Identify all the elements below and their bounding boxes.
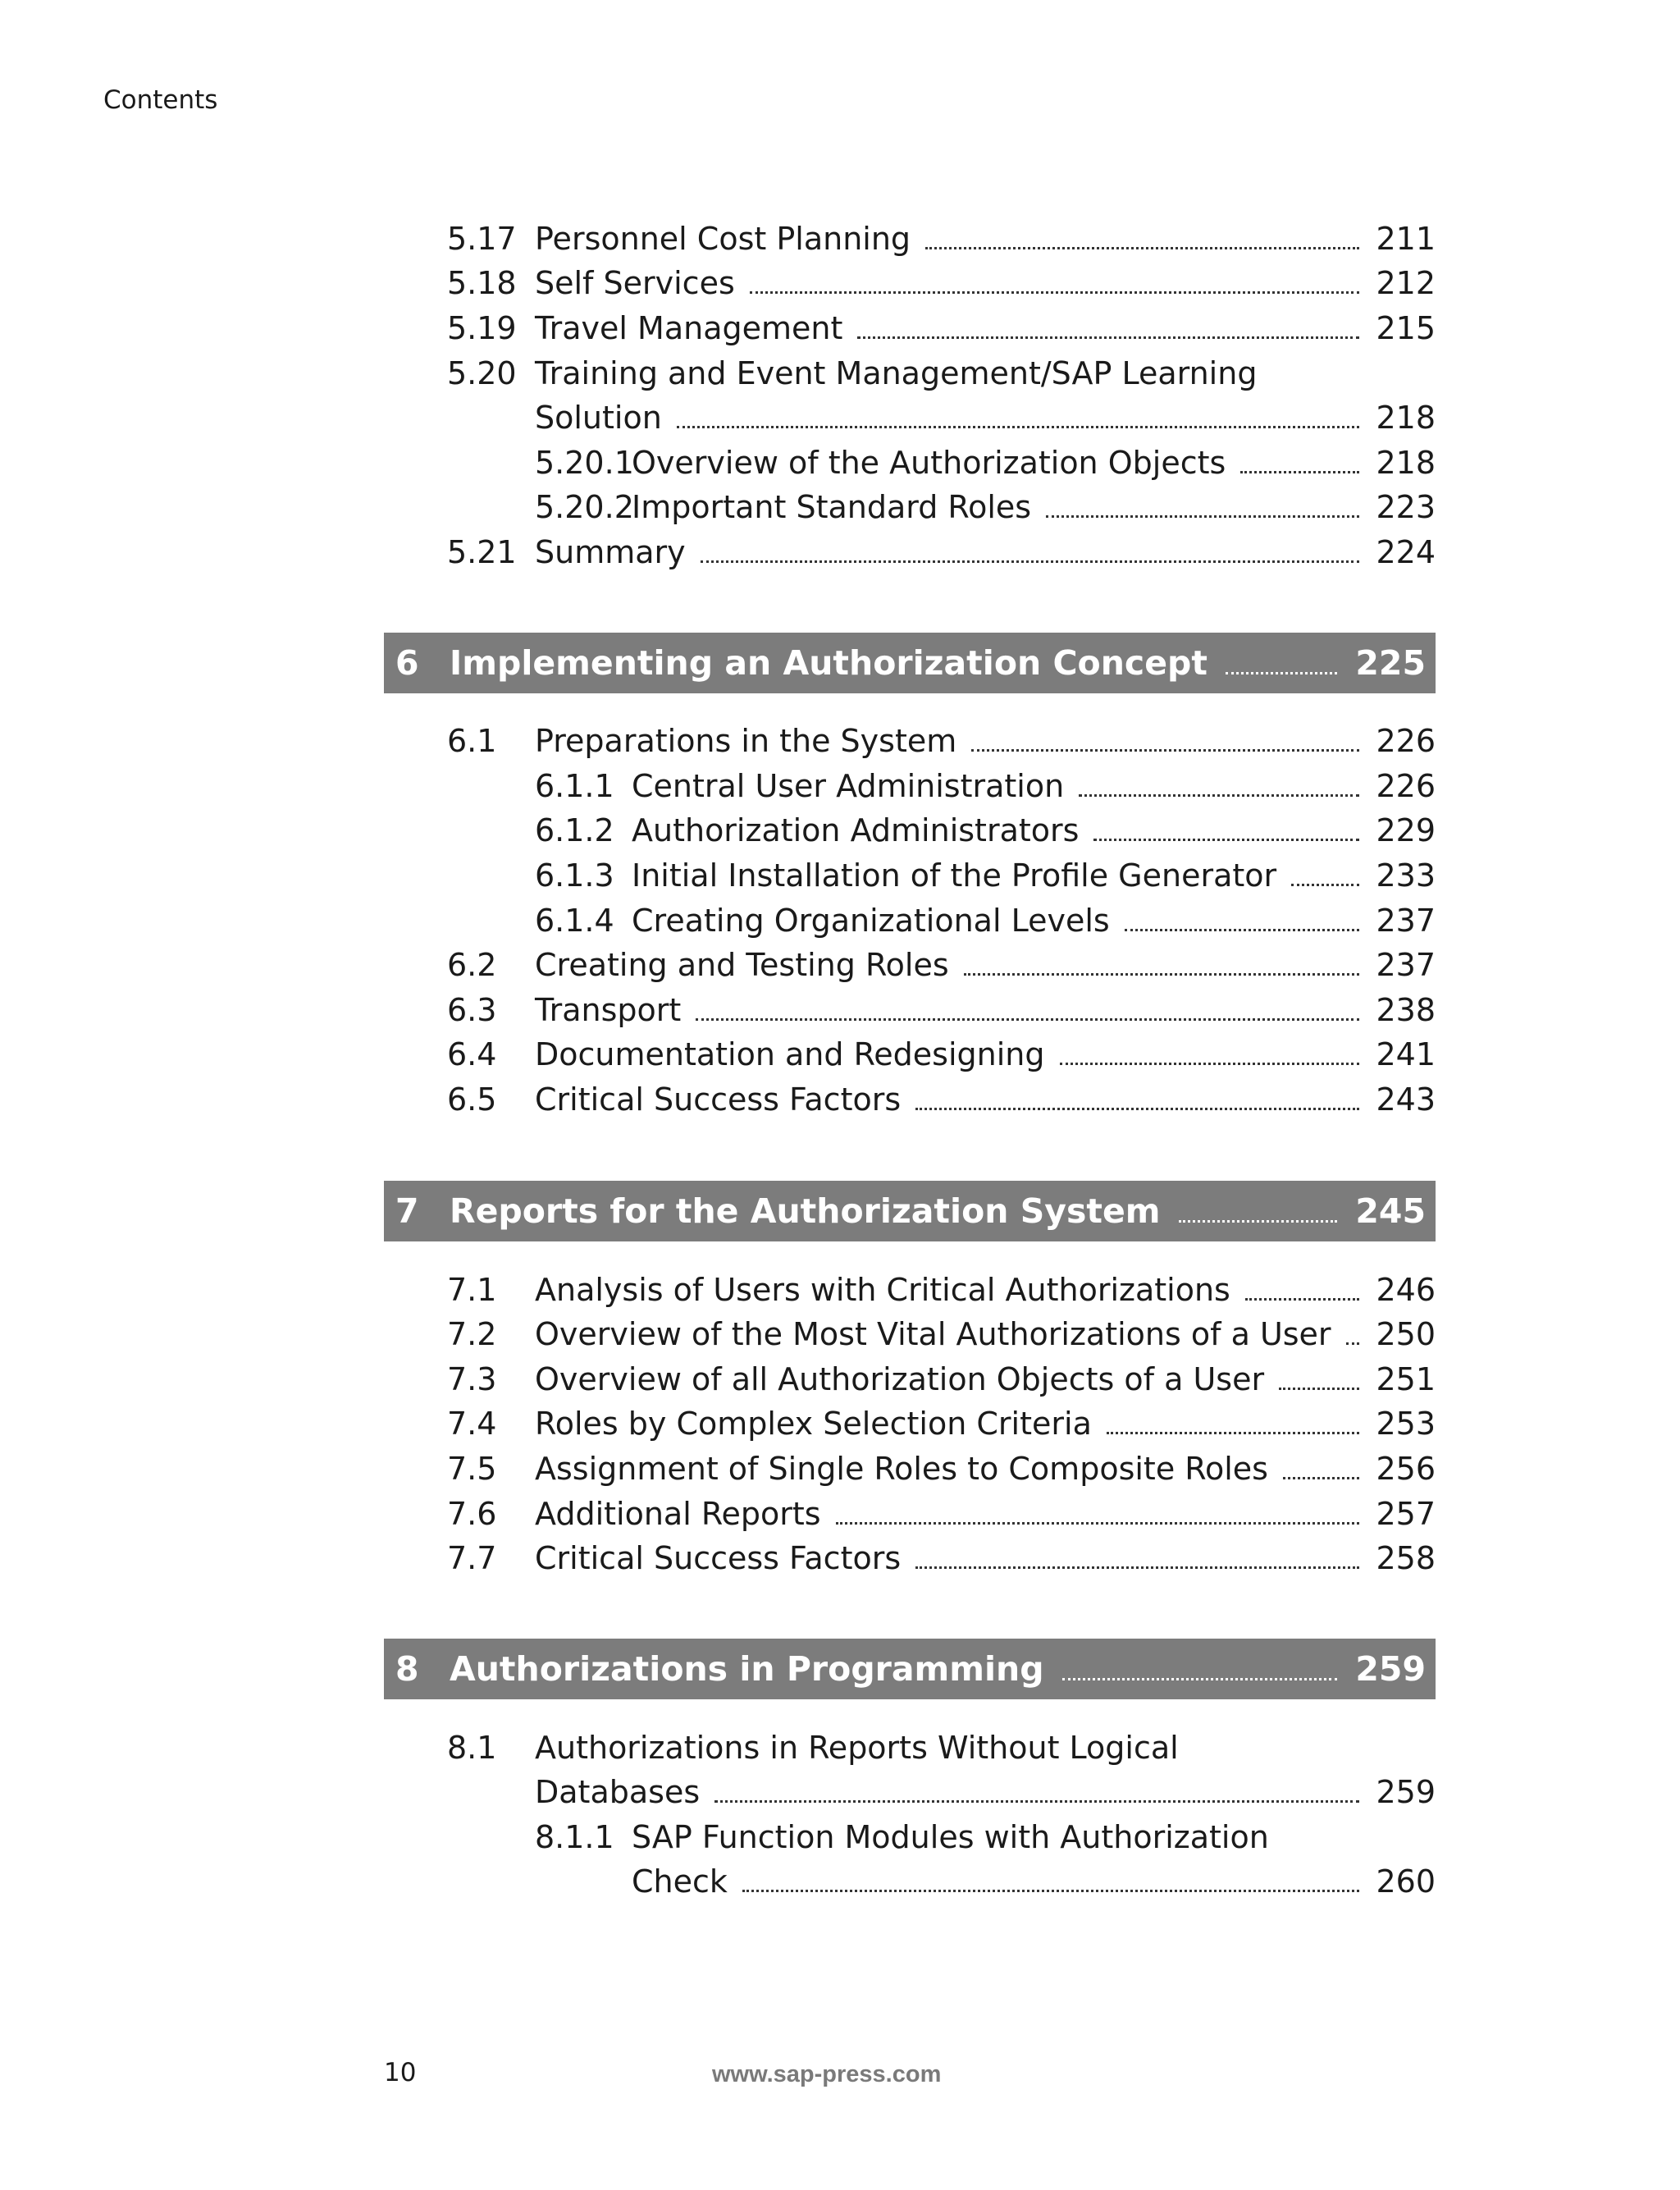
dot-leader: [964, 973, 1360, 976]
toc-entry-page: 237: [1376, 903, 1436, 939]
dot-leader: [915, 1566, 1359, 1569]
toc-entry[interactable]: [535, 1312, 1436, 1357]
toc-entry-title: Initial Installation of the Profile Generator: [632, 857, 1277, 894]
toc-entry-number: 6.4: [447, 1036, 497, 1072]
toc-entry[interactable]: [632, 898, 1436, 944]
toc-entry-number: 6.1.1: [535, 768, 614, 804]
running-head: Contents: [103, 85, 218, 115]
chapter-heading-7[interactable]: [384, 1181, 1436, 1241]
toc-entry-number: 8.1: [447, 1730, 497, 1766]
dot-leader: [915, 1108, 1359, 1110]
toc-entry-title: Creating Organizational Levels: [632, 903, 1110, 939]
dot-leader: [1240, 471, 1359, 473]
toc-entry-number: 6.1.3: [535, 857, 614, 894]
toc-entry-title: Critical Success Factors: [535, 1081, 902, 1118]
chapter-page: 245: [1355, 1191, 1426, 1231]
toc-entry-page: 256: [1376, 1451, 1436, 1487]
dot-leader: [750, 291, 1360, 294]
dot-leader: [857, 336, 1359, 339]
toc-entry-page: 218: [1376, 400, 1436, 436]
toc-entry-number: 7.6: [447, 1496, 497, 1532]
toc-entry-page: 233: [1376, 857, 1436, 894]
toc-entry-number: 5.20: [447, 355, 517, 391]
toc-entry[interactable]: [535, 1447, 1436, 1492]
toc-entry-page: 243: [1376, 1081, 1436, 1118]
toc-entry[interactable]: [632, 1859, 1436, 1904]
toc-entry[interactable]: [535, 1268, 1436, 1313]
toc-entry-number: 6.2: [447, 947, 497, 983]
dot-leader: [1291, 884, 1359, 886]
dot-leader: [1179, 1220, 1338, 1223]
toc-entry-title: Travel Management: [535, 310, 843, 346]
dot-leader: [1107, 1432, 1360, 1434]
chapter-number: 6: [395, 643, 419, 683]
toc-entry[interactable]: [632, 853, 1436, 898]
toc-entry-number: 5.20.1: [535, 445, 634, 481]
toc-entry-page: 246: [1376, 1272, 1436, 1308]
toc-entry[interactable]: [535, 719, 1436, 764]
toc-entry-number: 6.3: [447, 992, 497, 1028]
toc-entry-title: Overview of all Authorization Objects of a User: [535, 1361, 1265, 1397]
toc-entry-title: Preparations in the System: [535, 723, 957, 759]
toc-entry-number: 7.1: [447, 1272, 497, 1308]
chapter-number: 7: [395, 1191, 419, 1231]
dot-leader: [742, 1890, 1360, 1892]
toc-entry-title: Self Services: [535, 265, 735, 301]
footer-url[interactable]: www.sap-press.com: [712, 2061, 942, 2087]
chapter-title: Implementing an Authorization Concept: [450, 643, 1208, 683]
dot-leader: [1060, 1063, 1360, 1065]
toc-entry-title: Documentation and Redesigning: [535, 1036, 1045, 1072]
toc-entry[interactable]: [535, 1536, 1436, 1581]
toc-entry[interactable]: [535, 988, 1436, 1033]
toc-entry-title: Personnel Cost Planning: [535, 221, 911, 257]
toc-entry-title: Summary: [535, 534, 686, 570]
toc-entry-number: 7.2: [447, 1316, 497, 1352]
toc-entry[interactable]: [535, 1401, 1436, 1447]
chapter-number: 8: [395, 1649, 419, 1689]
toc-entry-page: 241: [1376, 1036, 1436, 1072]
toc-entry[interactable]: [632, 808, 1436, 853]
toc-entry-page: 238: [1376, 992, 1436, 1028]
toc-entry-number: 8.1.1: [535, 1819, 614, 1855]
dot-leader: [1346, 1342, 1360, 1345]
toc-entry[interactable]: [535, 943, 1436, 988]
toc-entry-title: Transport: [535, 992, 682, 1028]
toc-entry-title: Analysis of Users with Critical Authorizations: [535, 1272, 1230, 1308]
toc-entry-page: 259: [1376, 1774, 1436, 1810]
toc-entry-page: 260: [1376, 1863, 1436, 1900]
toc-entry-number: 6.1.2: [535, 812, 614, 848]
chapter-title: Authorizations in Programming: [450, 1649, 1044, 1689]
toc-entry-number: 5.18: [447, 265, 517, 301]
toc-entry-title: Assignment of Single Roles to Composite Roles: [535, 1451, 1268, 1487]
toc-entry-number: 5.19: [447, 310, 517, 346]
dot-leader: [1226, 672, 1337, 674]
toc-entry-page: 226: [1376, 768, 1436, 804]
toc-entry-page: 223: [1376, 489, 1436, 525]
dot-leader: [677, 426, 1360, 428]
page-number: 10: [384, 2058, 417, 2087]
toc-entry[interactable]: [535, 395, 1436, 441]
chapter-page: 225: [1355, 643, 1426, 683]
toc-entry[interactable]: [632, 764, 1436, 809]
toc-entry-page: 218: [1376, 445, 1436, 481]
toc-entry-title: Important Standard Roles: [632, 489, 1032, 525]
toc-entry[interactable]: [535, 1077, 1436, 1122]
toc-entry-title: Solution: [535, 400, 662, 436]
toc-entry-page: 229: [1376, 812, 1436, 848]
dot-leader: [925, 247, 1359, 249]
toc-entry[interactable]: [535, 1357, 1436, 1402]
chapter-heading-8[interactable]: [384, 1639, 1436, 1699]
toc-entry-title: Critical Success Factors: [535, 1540, 902, 1576]
toc-entry-title-line1: Authorizations in Reports Without Logical: [535, 1730, 1179, 1766]
toc-chapter5-tail: [0, 0, 1680, 591]
toc-entry[interactable]: [535, 217, 1436, 262]
dot-leader: [1245, 1298, 1360, 1301]
dot-leader: [701, 560, 1360, 563]
toc-entry-title: Roles by Complex Selection Criteria: [535, 1406, 1092, 1442]
toc-entry-number: 6.1: [447, 723, 497, 759]
toc-entry[interactable]: [535, 1492, 1436, 1537]
toc-entry[interactable]: [632, 485, 1436, 530]
toc-entry-number: 5.17: [447, 221, 517, 257]
toc-entry-number: 7.4: [447, 1406, 497, 1442]
toc-entry-number: 6.5: [447, 1081, 497, 1118]
toc-entry-title: Central User Administration: [632, 768, 1065, 804]
dot-leader: [1079, 794, 1359, 797]
toc-entry-number: 5.21: [447, 534, 517, 570]
dot-leader: [1125, 929, 1360, 931]
toc-entry[interactable]: [535, 1770, 1436, 1815]
toc-entry-number: 6.1.4: [535, 903, 614, 939]
toc-entry-page: 226: [1376, 723, 1436, 759]
toc-entry-number: 7.5: [447, 1451, 497, 1487]
toc-entry-title-line1: Training and Event Management/SAP Learning: [535, 355, 1258, 391]
toc-entry-page: 215: [1376, 310, 1436, 346]
toc-entry-page: 258: [1376, 1540, 1436, 1576]
chapter-page: 259: [1355, 1649, 1426, 1689]
dot-leader: [1046, 515, 1359, 518]
toc-entry-page: 250: [1376, 1316, 1436, 1352]
toc-entry-title: Check: [632, 1863, 728, 1900]
toc-entry-page: 224: [1376, 534, 1436, 570]
dot-leader: [714, 1800, 1359, 1803]
toc-entry-page: 253: [1376, 1406, 1436, 1442]
toc-entry-number: 7.3: [447, 1361, 497, 1397]
chapter-title: Reports for the Authorization System: [450, 1191, 1161, 1231]
toc-entry[interactable]: [535, 1032, 1436, 1077]
toc-entry-page: 257: [1376, 1496, 1436, 1532]
toc-entry-title-line1: SAP Function Modules with Authorization: [632, 1819, 1269, 1855]
dot-leader: [1283, 1477, 1360, 1479]
chapter-heading-6[interactable]: [384, 633, 1436, 693]
dot-leader: [971, 749, 1359, 752]
toc-entry-page: 212: [1376, 265, 1436, 301]
toc-entry-page: 251: [1376, 1361, 1436, 1397]
dot-leader: [696, 1018, 1359, 1021]
toc-entry-number: 5.20.2: [535, 489, 634, 525]
toc-entry[interactable]: [535, 306, 1436, 351]
toc-entry[interactable]: [535, 530, 1436, 575]
dot-leader: [1279, 1388, 1359, 1390]
toc-entry-number: 7.7: [447, 1540, 497, 1576]
toc-entry-title: Additional Reports: [535, 1496, 821, 1532]
toc-entry-title: Overview of the Most Vital Authorizations of a User: [535, 1316, 1331, 1352]
dot-leader: [836, 1522, 1360, 1525]
toc-entry-title: Databases: [535, 1774, 701, 1810]
toc-entry-page: 237: [1376, 947, 1436, 983]
dot-leader: [1062, 1678, 1338, 1680]
toc-entry-title: Overview of the Authorization Objects: [632, 445, 1226, 481]
toc-entry[interactable]: [535, 261, 1436, 306]
toc-entry-page: 211: [1376, 221, 1436, 257]
toc-entry-title: Creating and Testing Roles: [535, 947, 949, 983]
toc-entry-title: Authorization Administrators: [632, 812, 1080, 848]
toc-entry[interactable]: [632, 441, 1436, 486]
dot-leader: [1093, 839, 1359, 841]
